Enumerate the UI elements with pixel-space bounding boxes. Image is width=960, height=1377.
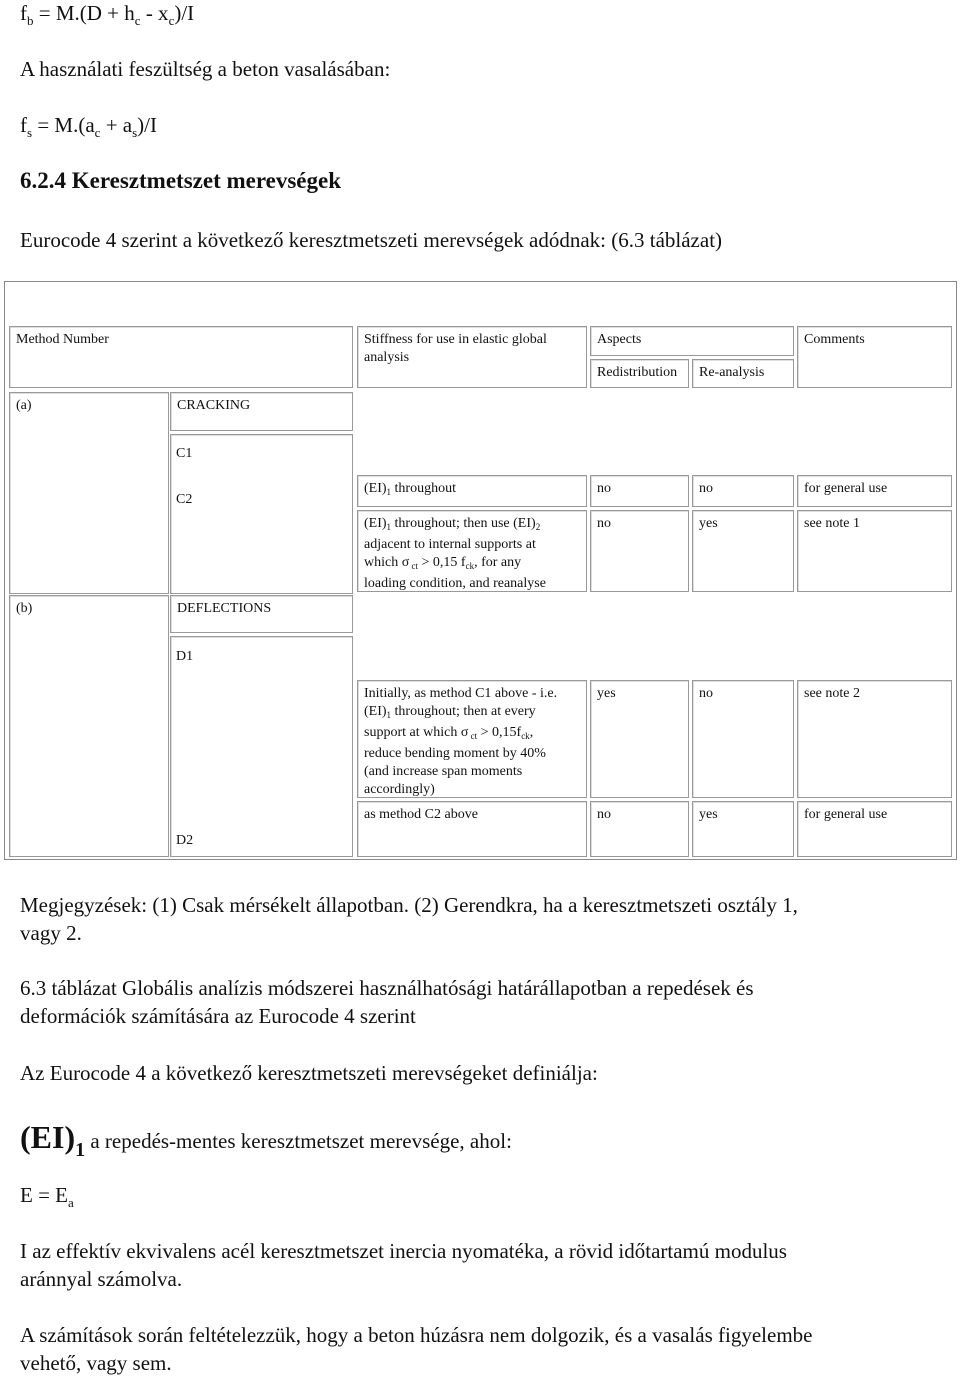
method-c2: C2 <box>176 492 193 507</box>
eurocode-intro-text: Eurocode 4 szerint a következő keresztmetszeti merevségek adódnak: (6.3 táblázat) <box>20 228 723 252</box>
usage-stress-text: A használati feszültség a beton vasalásában: <box>20 57 391 81</box>
d1-reanalysis: no <box>692 680 794 798</box>
row-a-title: CRACKING <box>170 392 353 431</box>
c2-stiffness-2: $(EI)_1$ throughout; then use $(EI)_2$ adjacent to internal supports at which σ $_{ct}$ > 0,15 $f_{ck}$, for any loading condition, and reanalyse <box>357 510 587 592</box>
row-a-label: (a) <box>9 392 169 594</box>
d2-reanalysis: yes <box>692 801 794 857</box>
c2-stiffness-1: $(EI)_1$ throughout <box>357 475 587 507</box>
row-b-methods <box>170 636 353 857</box>
c2-redistribution-1: no <box>590 475 689 507</box>
notes-line-2: vagy 2. <box>20 921 82 945</box>
c2-reanalysis-1: no <box>692 475 794 507</box>
section-heading: 6.2.4 Keresztmetszet merevségek <box>20 168 342 193</box>
row-b-title: DEFLECTIONS <box>170 595 353 633</box>
header-reanalysis: Re-analysis <box>692 359 794 388</box>
stiffness-table <box>4 281 957 860</box>
d1-redistribution: yes <box>590 680 689 798</box>
table-caption-line-2: deformációk számítására az Eurocode 4 szerint <box>20 1004 416 1028</box>
c2-comment-2: see note 1 <box>797 510 952 592</box>
notes-line-1: Megjegyzések: (1) Csak mérsékelt állapotban. (2) Gerendkra, ha a keresztmetszeti osztály 1, <box>20 893 798 917</box>
header-redistribution: Redistribution <box>590 359 689 388</box>
c2-redistribution-2: no <box>590 510 689 592</box>
inertia-line-2: aránnyal számolva. <box>20 1267 183 1291</box>
row-b-label: (b) <box>9 595 169 857</box>
assumption-line-1: A számítások során feltételezzük, hogy a beton húzásra nem dolgozik, és a vasalás figyelembe <box>20 1323 813 1347</box>
table-caption-line-1: 6.3 táblázat Globális analízis módszerei használhatósági határállapotban a repedések és <box>20 976 754 1000</box>
header-method-number: Method Number <box>9 326 353 388</box>
ei-definition: (EI)1 a repedés-mentes keresztmetszet merevsége, ahol: <box>20 1119 512 1161</box>
assumption-line-2: vehető, vagy sem. <box>20 1351 172 1375</box>
d2-redistribution: no <box>590 801 689 857</box>
d1-comment: see note 2 <box>797 680 952 798</box>
method-d2: D2 <box>176 833 194 848</box>
inertia-line-1: I az effektív ekvivalens acél keresztmetszet inercia nyomatéka, a rövid időtartamú modulus <box>20 1239 787 1263</box>
definition-intro: Az Eurocode 4 a következő keresztmetszeti merevségeket definiálja: <box>20 1061 598 1085</box>
d2-stiffness: as method C2 above <box>357 801 587 857</box>
header-stiffness: Stiffness for use in elastic global analysis <box>357 326 587 388</box>
header-comments: Comments <box>797 326 952 388</box>
c2-comment-1: for general use <box>797 475 952 507</box>
e-equation: $E = E_a$ <box>20 1183 74 1210</box>
row-a-methods <box>170 434 353 594</box>
formula-fb: $f_b = M.(D + h_c - x_c)/I$ <box>20 1 195 28</box>
method-d1: D1 <box>176 649 194 664</box>
header-aspects: Aspects <box>590 326 794 356</box>
d2-comment: for general use <box>797 801 952 857</box>
d1-stiffness: Initially, as method C1 above - i.e. $(EI)_1$ throughout; then at every support at which σ $_{ct} > 0,15f_{ck}$, reduce bending moment by 40% (and increase span moments accordingly) <box>357 680 587 798</box>
formula-fs: $f_s = M.(a_c + a_s)/I$ <box>20 113 157 140</box>
method-c1: C1 <box>176 446 193 461</box>
c2-reanalysis-2: yes <box>692 510 794 592</box>
